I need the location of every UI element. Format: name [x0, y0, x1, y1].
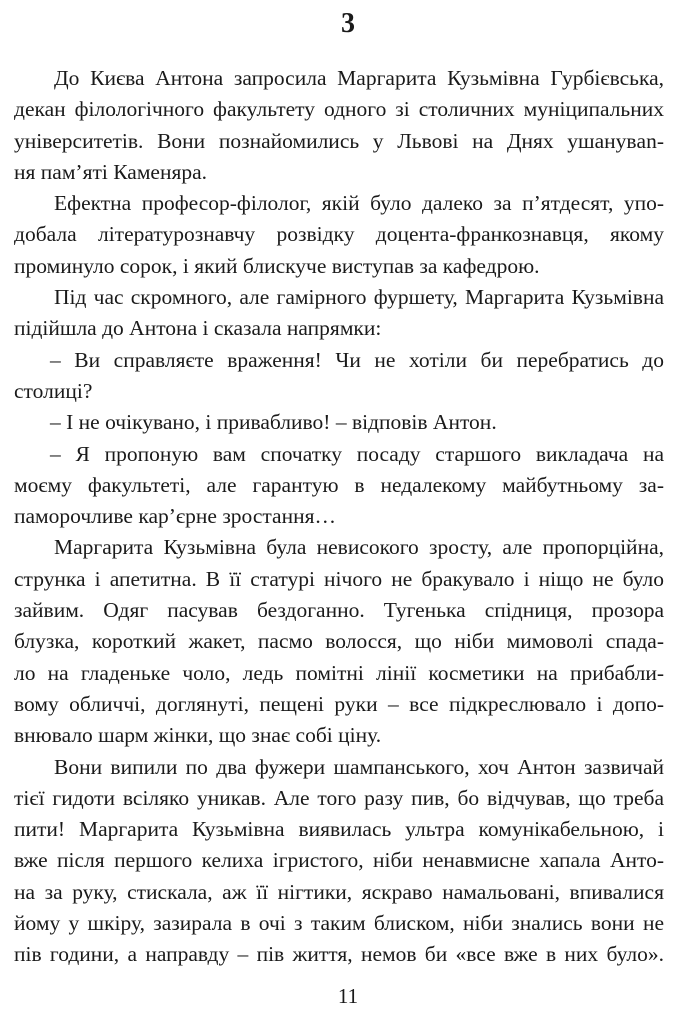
- dialogue-paragraph: [14, 345, 664, 408]
- text-line: блузка, короткий жакет, пасмо волосся, що ніби мимоволі спада-: [14, 629, 664, 654]
- text-line: підійшла до Антона і сказала напрямки:: [14, 316, 382, 341]
- text-line: добала літературознавчу розвідку доцента-франкознавця, якому: [14, 222, 664, 247]
- paragraph: [14, 532, 664, 751]
- text-line: проминуло сорок, і який блискуче виступав за кафедрою.: [14, 253, 540, 278]
- text-line: – Ви справляєте враження! Чи не хотіли би перебратись до: [50, 347, 664, 372]
- paragraph: [14, 282, 664, 345]
- text-line: ло на гладеньке чоло, ледь помітні лінії косметики на прибабли-: [14, 660, 664, 685]
- page-number: 11: [337, 984, 359, 1008]
- text-line: декан філологічного факультету одного зі столичних муніципальних: [14, 97, 664, 122]
- text-line: вому обличчі, доглянуті, пещені руки – все підкреслювало і допо-: [14, 691, 664, 716]
- text-line: вже після першого келиха ігристого, ніби ненавмисне хапала Анто-: [14, 848, 664, 873]
- body-text: [14, 63, 664, 971]
- dialogue-paragraph: [14, 439, 664, 533]
- text-line: Вони випили по два фужери шампанського, хоч Антон зазвичай: [54, 754, 664, 779]
- text-line: Під час скромного, але гамірного фуршету, Маргарита Кузьмівна: [54, 285, 664, 310]
- dialogue-paragraph: [14, 407, 664, 438]
- chapter-number: 3: [341, 8, 355, 39]
- text-line: на за руку, стискала, аж її нігтики, яскраво намальовані, впивалися: [14, 879, 664, 904]
- paragraph: [14, 188, 664, 282]
- paragraph: [14, 752, 664, 971]
- text-line: пити! Маргарита Кузьмівна виявилась ультра комунікабельною, і: [14, 817, 664, 842]
- text-line: тієї гидоти всіляко уникав. Але того разу пив, бо відчував, що треба: [14, 785, 664, 810]
- text-line: пів години, а направду – пів життя, немов би «все вже в них було».: [14, 942, 664, 967]
- text-line: зайвим. Одяг пасував бездоганно. Тугенька спідниця, прозора: [14, 598, 664, 623]
- text-line: моєму факультеті, але гарантую в недалекому майбутньому за-: [14, 472, 664, 497]
- text-line: Маргарита Кузьмівна була невисокого зросту, але пропорційна,: [54, 535, 664, 560]
- text-line: струнка і апетитна. В її статурі нічого не бракувало і ніщо не було: [14, 566, 664, 591]
- text-line: університетів. Вони познайомились у Львові на Днях ушанувan-: [14, 128, 664, 153]
- text-line: До Києва Антона запросила Маргарита Кузьмівна Гурбієвська,: [54, 66, 664, 90]
- text-line: внювало шарм жінки, що знає собі ціну.: [14, 723, 382, 748]
- text-line: – І не очікувано, і привабливо! – відповів Антон.: [50, 410, 497, 435]
- text-line: Ефектна професор-філолог, якій було далеко за п’ятдесят, упо-: [54, 191, 664, 216]
- text-line: столиці?: [14, 378, 93, 403]
- text-line: паморочливе кар’єрне зростання…: [14, 504, 336, 529]
- text-line: ня пам’яті Каменяра.: [14, 159, 208, 184]
- text-line: – Я пропоную вам спочатку посаду старшого викладача на: [50, 441, 664, 466]
- text-line: йому у шкіру, зазирала в очі з таким блиском, ніби знались вони не: [14, 911, 664, 936]
- paragraph: [14, 63, 664, 188]
